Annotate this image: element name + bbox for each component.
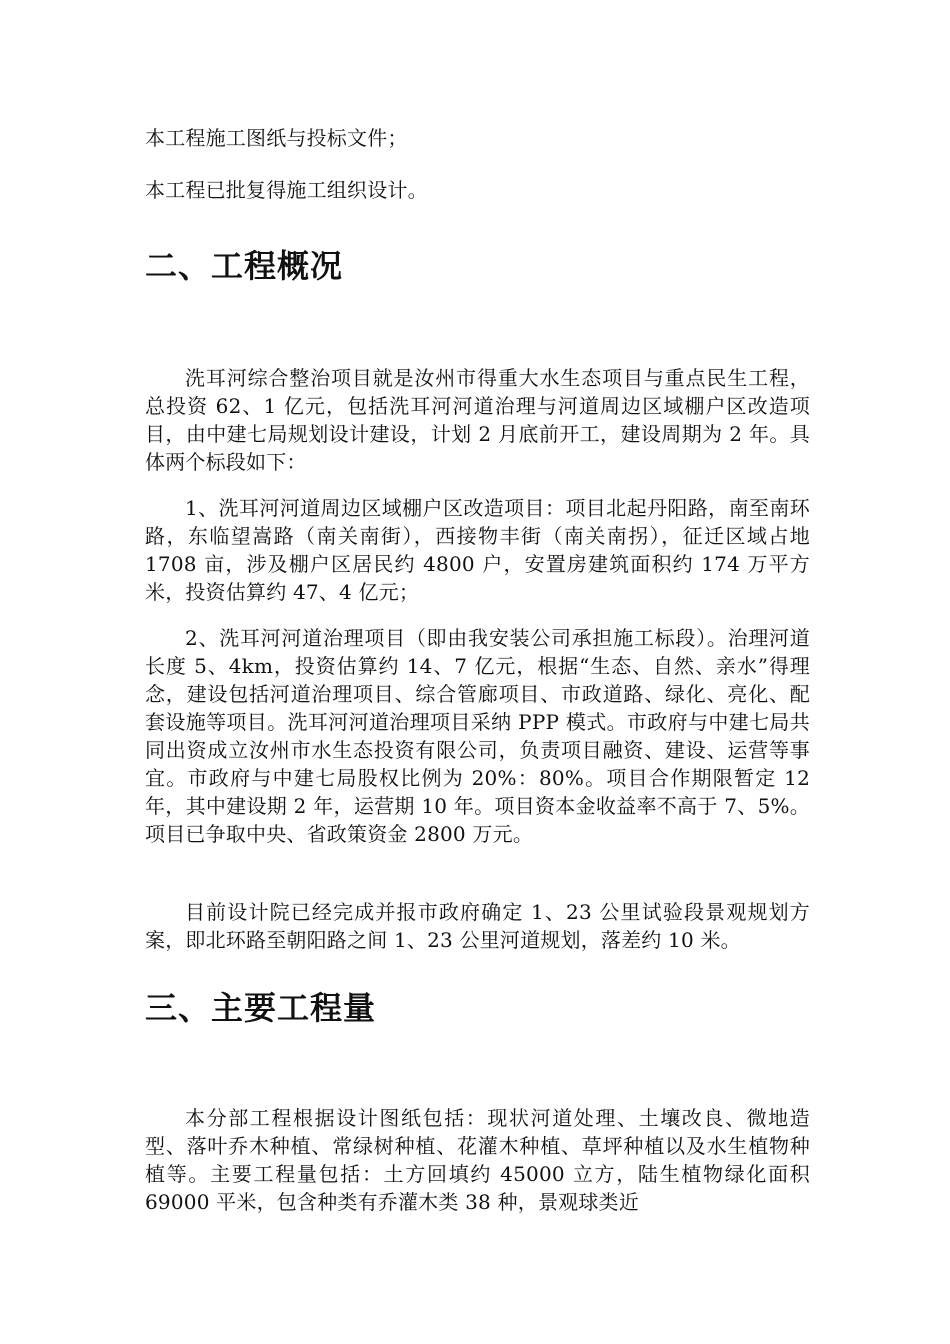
- paragraph-overview-intro: 洗耳河综合整治项目就是汝州市得重大水生态项目与重点民生工程，总投资 62、1 亿元，包括洗耳河河道治理与河道周边区域棚户区改造项目，由中建七局规划设计建设，计划 2 月底前开工，建设周期为 2 年。具体两个标段如下：: [145, 366, 810, 474]
- section-heading-overview: 二、工程概况: [145, 247, 344, 285]
- paragraph-river-project: 2、洗耳河河道治理项目（即由我安装公司承担施工标段）。治理河道长度 5、4km，投资估算约 14、7 亿元，根据“生态、自然、亲水”得理念，建设包括河道治理项目、综合管廊项目、市政道路、绿化、亮化、配套设施等项目。洗耳河河道治理项目采纳 PPP 模式。市政府与中建七局共同出资成立汝州市水生态投资有限公司，负责项目融资、建设、运营等事宜。市政府与中建七局股权比例为 20%：80%。项目合作期限暂定 12 年，其中建设期 2 年，运营期 10 年。项目资本金收益率不高于 7、5%。项目已争取中央、省政策资金 2800 万元。: [145, 626, 810, 846]
- paragraph-design-status: 目前设计院已经完成并报市政府确定 1、23 公里试验段景观规划方案，即北环路至朝阳路之间 1、23 公里河道规划，落差约 10 米。: [145, 900, 810, 952]
- section-heading-quantities: 三、主要工程量: [145, 989, 377, 1027]
- intro-line-design: 本工程已批复得施工组织设计。: [145, 178, 428, 202]
- paragraph-shantytown-project: 1、洗耳河河道周边区域棚户区改造项目：项目北起丹阳路，南至南环路，东临望嵩路（南关南街），西接物丰街（南关南拐），征迁区域占地 1708 亩，涉及棚户区居民约 4800 户，安置房建筑面积约 174 万平方米，投资估算约 47、4 亿元；: [145, 496, 810, 604]
- intro-line-drawings: 本工程施工图纸与投标文件；: [145, 126, 408, 150]
- paragraph-quantities: 本分部工程根据设计图纸包括：现状河道处理、土壤改良、微地造型、落叶乔木种植、常绿树种植、花灌木种植、草坪种植以及水生植物种植等。主要工程量包括：土方回填约 45000 立方，陆生植物绿化面积 69000 平米，包含种类有乔灌木类 38 种，景观球类近: [145, 1106, 810, 1214]
